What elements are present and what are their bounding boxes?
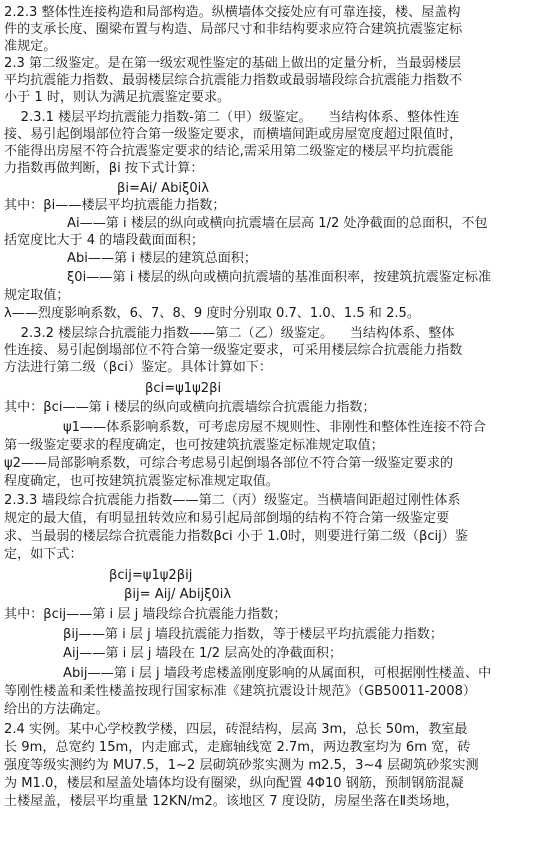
text-line: 2.3.1 楼层平均抗震能力指数-第二（甲）级鉴定。 当结构体系、整体性连 [4,110,460,125]
text-line: Ai——第 i 楼层的纵向或横向抗震墙在层高 1/2 处净截面的总面积，不包 [67,216,488,231]
text-line: Abi——第 i 楼层的建筑总面积； [67,251,257,266]
text-line: 规定的最大值，有明显扭转效应和易引起局部倒塌的结构不符合第一级鉴定要 [4,511,450,526]
text-line: 其中：βcij——第 i 层 j 墙段综合抗震能力指数； [4,607,287,622]
text-line: 不能得出房屋不符合抗震鉴定要求的结论,需采用第二级鉴定的楼层平均抗震能 [4,144,454,159]
text-line: βci=ψ1ψ2βi [145,381,222,396]
text-line: 小于 1 时，则认为满足抗震鉴定要求。 [4,90,231,105]
text-line: 性连接、易引起倒塌部位不符合第一级鉴定要求，可采用楼层综合抗震能力指数 [4,343,463,358]
text-line: 土楼屋盖，楼层平均重量 12KN/m2。该地区 7 度设防，房屋坐落在Ⅱ类场地， [4,794,459,809]
text-line: ψ2——局部影响系数，可综合考虑易引起倒塌各部位不符合第一级鉴定要求的 [4,456,454,471]
text-line: ξ0i——第 i 楼层的纵向或横向抗震墙的基准面积率，按建筑抗震鉴定标准 [67,270,492,285]
text-line: 长 9m，总宽约 15m，内走廊式，走廊轴线宽 2.7m，两边教室均为 6m 宽，砖 [4,740,471,755]
text-line: 2.2.3 整体性连接构造和局部构造。纵横墙体交接处应有可靠连接，楼、屋盖构 [4,5,461,20]
text-line: 准规定。 [4,39,57,54]
text-line: 件的支承长度、圈梁布置与构造、局部尺寸和非结构要求应符合建筑抗震鉴定标 [4,22,463,37]
text-line: 为 M1.0，楼层和屋盖处墙体均设有圈梁，纵向配置 4Φ10 钢筋，预制钢筋混凝 [4,776,464,791]
text-line: 平均抗震能力指数、最弱楼层综合抗震能力指数或最弱墙段综合抗震能力指数不 [4,73,463,88]
text-line: βij——第 i 层 j 墙段抗震能力指数，等于楼层平均抗震能力指数； [63,627,443,642]
text-line: 2.4 实例。某中心学校教学楼，四层，砖混结构，层高 3m，总长 50m，教室最 [4,722,468,737]
text-line: 规定取值； [4,288,70,303]
text-line: 等刚性楼盖和柔性楼盖按现行国家标准《建筑抗震设计规范》（GB50011-2008） [4,684,476,699]
text-line: 求、当最弱的楼层综合抗震能力指数βci 小于 1.0时，则要进行第二级（βcij）鉴 [4,529,468,544]
text-line: λ——烈度影响系数，6、7、8、9 度时分别取 0.7、1.0、1.5 和 2.5。 [4,306,420,321]
text-line: 给出的方法确定。 [4,702,109,717]
text-line: 方法进行第二级（βci）鉴定。具体计算如下： [4,360,272,375]
text-line: Aij——第 i 层 j 墙段在 1/2 层高处的净截面积； [63,646,343,661]
text-line: βi=Ai/ Abiξ0iλ [117,181,210,196]
text-line: 接、易引起倒塌部位符合第一级鉴定要求，而横墙间距或房屋宽度超过限值时， [4,127,463,142]
text-line: 2.3 第二级鉴定。是在第一级宏观性鉴定的基础上做出的定量分析，当最弱楼层 [4,56,462,71]
text-line: 第一级鉴定要求的程度确定，也可按建筑抗震鉴定标准规定取值； [4,438,384,453]
text-line: 程度确定，也可按建筑抗震鉴定标准规定取值。 [4,474,279,489]
text-line: βcij=ψ1ψ2βij [109,568,193,583]
text-line: 强度等级实测约为 MU7.5，1~2 层砌筑砂浆实测为 m2.5，3~4 层砌筑砂浆实测 [4,758,479,773]
text-line: βij= Aij/ Abijξ0iλ [124,587,232,602]
text-line: 2.3.3 墙段综合抗震能力指数——第二（丙）级鉴定。当横墙间距超过刚性体系 [4,493,461,508]
text-line: 其中：βci——第 i 楼层的纵向或横向抗震墙综合抗震能力指数； [4,400,376,415]
text-line: ψ1——体系影响系数，可考虑房屋不规则性、非刚性和整体性连接不符合 [63,420,486,435]
text-line: 定，如下式： [4,547,83,562]
text-line: 括宽度比大于 4 的墙段截面面积； [4,233,204,248]
text-line: 其中：βi——楼层平均抗震能力指数； [4,198,226,213]
text-line: 2.3.2 楼层综合抗震能力指数——第二（乙）级鉴定。 当结构体系、整体 [4,326,455,341]
text-line: Abij——第 i 层 j 墙段考虑楼盖刚度影响的从属面积，可根据刚性楼盖、中 [63,666,492,681]
text-line: 力指数再做判断，βi 按下式计算： [4,161,204,176]
